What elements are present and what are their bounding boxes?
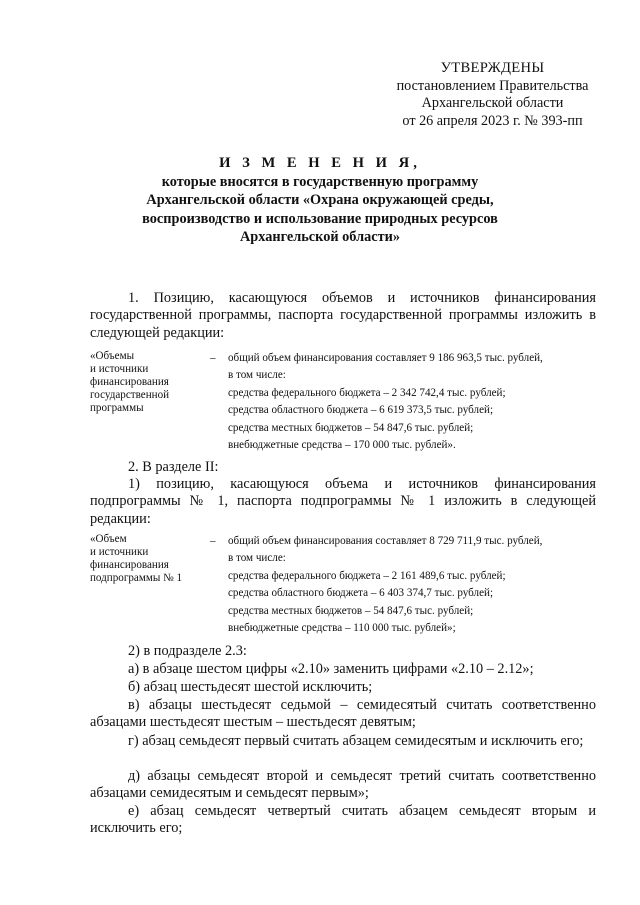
approval-stamp xyxy=(380,60,605,130)
approval-line: постановлением Правительства xyxy=(396,77,589,94)
approval-line: от 26 апреля 2023 г. № 393-пп xyxy=(402,112,583,129)
sub-item-e: д) абзацы семьдесят второй и семьдесят третий считать соответственно абзацами семидесятым и семьдесят первым»; xyxy=(90,768,596,802)
title-line: Архангельской области» xyxy=(239,229,401,246)
value-line: в том числе: xyxy=(228,552,286,565)
item-2-sub-1: 1) позицию, касающуюся объема и источников финансирования подпрограммы № 1, паспорта подпрограммы № 1 изложить в следующей редакции: xyxy=(90,476,596,527)
label-line: программы xyxy=(90,402,144,414)
value-line: общий объем финансирования составляет 9 186 963,5 тыс. рублей, xyxy=(228,352,543,364)
sub-item-d: г) абзац семьдесят первый считать абзацем семидесятым и исключить его; xyxy=(128,733,584,749)
table-2-label xyxy=(90,533,202,585)
title-main: И З М Е Н Е Н И Я, xyxy=(219,155,421,171)
table-1-dash: – xyxy=(210,352,216,364)
approval-line: Архангельской области xyxy=(421,95,564,111)
value-line: общий объем финансирования составляет 8 729 711,9 тыс. рублей, xyxy=(228,535,543,547)
table-2-dash: – xyxy=(210,535,216,547)
sub-item-a: а) в абзаце шестом цифры «2.10» заменить цифрами «2.10 – 2.12»; xyxy=(128,661,534,677)
document-title xyxy=(80,154,560,247)
label-line: и источники xyxy=(90,546,149,558)
value-line: внебюджетные средства – 170 000 тыс. рублей». xyxy=(228,439,456,452)
sub-item-c: в) абзацы шестьдесят седьмой – семидесятый считать соответственно абзацами шестьдесят шестым – шестьдесят девятым; xyxy=(90,697,596,731)
label-line: государственной xyxy=(90,389,170,401)
label-line: подпрограммы № 1 xyxy=(90,572,183,584)
value-line: внебюджетные средства – 110 000 тыс. рублей»; xyxy=(228,622,456,635)
sub-item-f: е) абзац семьдесят четвертый считать абзацем семьдесят вторым и исключить его; xyxy=(90,803,596,837)
value-line: средства федерального бюджета – 2 342 742,4 тыс. рублей; xyxy=(228,386,506,399)
approval-head: УТВЕРЖДЕНЫ xyxy=(440,60,545,76)
label-line: финансирования xyxy=(90,376,169,388)
label-line: «Объемы xyxy=(90,350,135,362)
title-line: которые вносятся в государственную программу xyxy=(161,173,479,190)
value-line: средства федерального бюджета – 2 161 489,6 тыс. рублей; xyxy=(228,569,506,582)
item-1-paragraph: 1. Позицию, касающуюся объемов и источников финансирования государственной программы, паспорта государственной программы изложить в следующей редакции: xyxy=(90,290,596,341)
financing-table-2 xyxy=(90,533,606,638)
item-2-2-heading: 2) в подразделе 2.3: xyxy=(128,643,247,659)
value-line: средства областного бюджета – 6 403 374,7 тыс. рублей; xyxy=(228,587,494,600)
title-line: Архангельской области «Охрана окружающей среды, xyxy=(146,192,494,209)
table-1-label xyxy=(90,350,202,415)
table-2-values xyxy=(228,533,608,637)
value-line: средства местных бюджетов – 54 847,6 тыс. рублей; xyxy=(228,604,474,617)
label-line: финансирования xyxy=(90,559,169,571)
title-line: воспроизводство и использование природных ресурсов xyxy=(142,210,498,227)
item-2-heading: 2. В разделе II: xyxy=(128,459,219,475)
value-line: средства областного бюджета – 6 619 373,5 тыс. рублей; xyxy=(228,404,494,417)
label-line: «Объем xyxy=(90,533,127,545)
sub-item-b: б) абзац шестьдесят шестой исключить; xyxy=(128,679,373,695)
value-line: средства местных бюджетов – 54 847,6 тыс. рублей; xyxy=(228,421,474,434)
financing-table-1 xyxy=(90,350,606,455)
value-line: в том числе: xyxy=(228,369,286,382)
table-1-values xyxy=(228,350,608,454)
label-line: и источники xyxy=(90,363,149,375)
